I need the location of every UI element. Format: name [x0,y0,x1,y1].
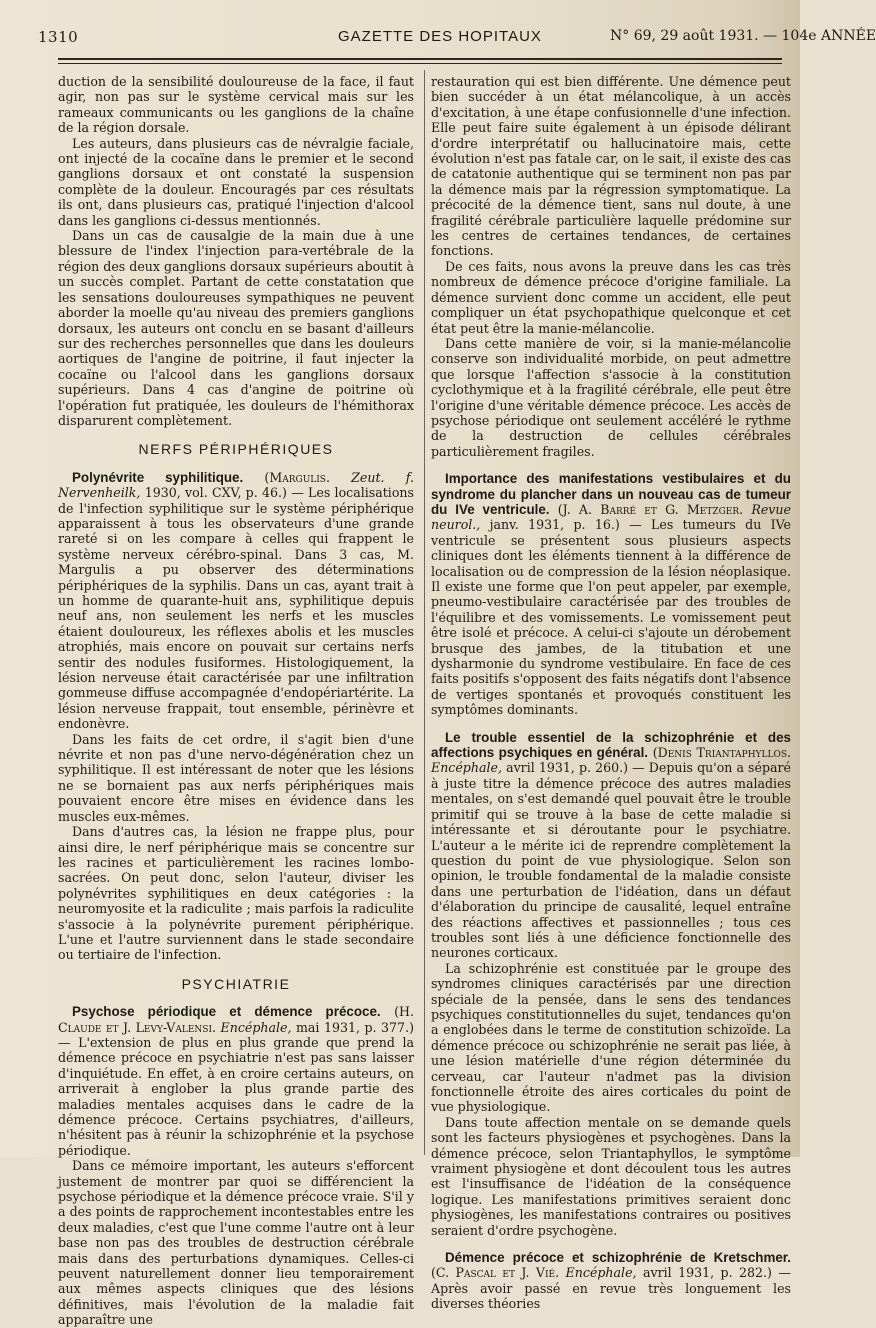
paragraph: Dans un cas de causalgie de la main due à une blessure de l'index l'injection para-vertébrale de la région des deux ganglions dorsaux supérieurs aboutit à un succès complet. Partant de cette constatation que les sensations douloureuses sympathiques ne peuvent aborder la moelle qu'au niveau des premiers ganglions dorsaux, les auteurs ont conclu en se basant d'ailleurs sur des recherches personnelles que dans les douleurs aortiques de l'angine de poitrine, il faut injecter la cocaïne ou l'alcool dans les ganglions dorsaux supérieurs. Dans 4 cas d'angine de poitrine où l'opération fut pratiquée, les douleurs de l'hémithorax disparurent complètement. [58,228,414,428]
article-title: Démence précoce et schizophrénie de Kretschmer. [445,1250,791,1266]
article-author: (H. Claude et J. Levy-Valensi. [58,1004,414,1035]
article-reference: mai 1931, p. 377.) [295,1019,414,1035]
article-reference: janv. 1931, p. 16.) [489,517,620,533]
paragraph: restauration qui est bien différente. Une démence peut bien succéder à un état mélancolique, à un accès d'excitation, à une étape confusionnelle d'une infection. Elle peut faire suite également à un épisode délirant d'ordre interprétatif ou hallucinatoire mais, cette évolution n'est pas fatale car, on le sait, il existe des cas de catatonie authentique qui se terminent non pas par la démence mais par la régression symptomatique. La précocité de la démence tient, sans nul doute, à une fragilité cérébrale particulière laquelle prédomine sur les centres de certaines tendances, de certaines fonctions. [431,74,791,259]
paragraph: La schizophrénie est constituée par le groupe des syndromes cliniques caractérisés par une direction spéciale de la pensée, dans le sens des tendances psychiques constitutionnelles du sujet, tendances qu'on a englobées dans le terme de constitution schizoïde. La démence précoce ou schizophrénie ne serait pas liée, à une lésion matérielle d'une région déterminée du cerveau, car l'auteur n'admet pas la division fonctionnelle étroite des aires corticales du point de vue physiologique. [431,960,791,1115]
page-number: 1310 [38,28,79,46]
paragraph: Les auteurs, dans plusieurs cas de névralgie faciale, ont injecté de la cocaïne dans le premier et le second ganglions dorsaux et ont constaté la suspension complète de la douleur. Encouragés par ces résultats ils ont, dans plusieurs cas, pratiqué l'injection d'alcool dans les ganglions ci-dessus mentionnés. [58,135,414,228]
paragraph: Dans les faits de cet ordre, il s'agit bien d'une névrite et non pas d'une nervo-dégénération chez un syphilitique. Il est intéressant de noter que les lésions ne se bornaient pas aux nerfs périphériques mais pouvaient encore être mises en évidence dans les muscles eux-mêmes. [58,731,414,824]
article-journal: Encéphale, [220,1019,292,1035]
page-header [38,28,876,62]
article-vestibulaires [431,471,791,718]
article-title: Le trouble essentiel de la schizophrénie et des affections psychiques en général. [431,729,791,761]
article-reference: avril 1931, p. 282.) [642,1265,772,1281]
section-heading-psychiatrie: PSYCHIATRIE [181,975,291,992]
article-text: — Depuis qu'on a séparé à juste titre la démence précoce des autres maladies mentales, on s'est demandé quel pouvait être le trouble primitif qui se trouve à la base de cette maladie si intéressante et si déroutante pour le psychiatre. L'auteur a le mérite ici de reprendre complètement la question du point de vue physiologique. Selon son opinion, le trouble fondamental de la maladie consiste dans une perturbation de l'idéation, dans un défaut d'élaboration du principe de causalité, lequel entraîne des réactions affectives et passionnelles ; tous ces troubles sont liés à une déficience fonctionnelle des neurones corticaux. [431,760,791,961]
article-journal: Encéphale, [565,1265,637,1281]
left-column [58,74,414,1328]
article-schizophrenie [431,730,791,961]
right-column [431,74,791,1312]
article-journal: Encéphale, [431,760,502,776]
header-rule-thin [58,63,782,64]
article-journal: Revue neurol., [431,501,791,533]
paragraph: Dans ce mémoire important, les auteurs s'efforcent justement de montrer par quoi se différencient la psychose périodique et la démence précoce vraie. S'il y a des points de rapprochement incontestables entre les deux maladies, c'est que l'une comme l'autre ont à leur base non pas des troubles de destruction cérébrale mais dans des perturbations dynamiques. Celles-ci peuvent naturellement donner lieu temporairement aux mêmes aspects cliniques que des lésions définitives, mais l'évolution de la maladie fait apparaître une [58,1158,414,1328]
article-reference: avril 1931, p. 260.) [506,760,629,776]
article-title: Psychose périodique et démence précoce. [72,1004,381,1020]
article-kretschmer [431,1250,791,1312]
article-author: (J. A. Barré et G. Metzger. [557,501,744,517]
section-heading-nerfs: NERFS PÉRIPHÉRIQUES [138,441,334,458]
article-author: Margulis. [269,469,330,485]
header-rule-thick [58,58,782,60]
article-reference: 1930, vol. CXV, p. 46.) [144,485,287,501]
article-text: — L'extension de plus en plus grande que prend la démence précoce en psychiatrie n'est pas sans laisser d'inquiétude. En effet, à en croire certains auteurs, on arriverait à englober la plus grande partie des maladies mentales acquises dans le cadre de la démence précoce. Certains psychiatres, d'ailleurs, n'hésitent pas à réunir la schizophrénie et la psychose périodique. [58,1034,414,1158]
paragraph: De ces faits, nous avons la preuve dans les cas très nombreux de démence précoce d'origine familiale. La démence survient donc comme un accident, elle peut compliquer un état psychopathique quelconque et cet état peut être la manie-mélancolie. [431,258,791,336]
paragraph: duction de la sensibilité douloureuse de la face, il faut agir, non pas sur le système cervical mais sur les rameaux communicants ou les ganglions de la chaîne de la région dorsale. [58,74,414,136]
article-text: — Les localisations de l'infection syphilitique sur le système périphérique apparaissent à tous les observateurs d'une grande rareté si on les compare à celles qui frappent le système nerveux cérébro-spinal. Dans 3 cas, M. Margulis a pu observer des déterminations périphériques de la syphilis. Dans un cas, ayant trait à un homme de quarante-huit ans, syphilitique depuis neuf ans, non seulement les nerfs et les muscles étaient douloureux, les réflexes abolis et les muscles atrophiés, mais encore on pouvait sur certains nerfs sentir des nodules fusiformes. Histologiquement, la lésion nerveuse était caractérisée par une infiltration gommeuse diffuse accompagnée d'endopériartérite. La lésion nerveuse frappait, tout ensemble, périnèvre et endonèvre. [58,485,414,732]
article-text: — Après avoir passé en revue très longuement les diverses théories [431,1265,791,1312]
paragraph: Dans toute affection mentale on se demande quels sont les facteurs physiogènes et psychogènes. Dans la démence précoce, selon Triantaphyllos, le symptôme vraiment physiogène et dont découlent tous les autres est l'insuffisance de l'idéation de la conséquence logique. Les manifestations primitives seraient donc physiogènes, les manifestations contraires ou positives seraient d'ordre psychogène. [431,1114,791,1238]
article-author: (Denis Triantaphyllos. [652,745,791,761]
article-title: Polynévrite syphilitique. [72,469,244,485]
article-polynevrite: Polynévrite syphilitique. (Margulis. Zeut. f. Nervenheilk, 1930, vol. CXV, p. 46.) — Les localisations de l'infection syphilitique sur le système périphérique apparaissent à tous les observateurs d'une grande rareté si on les compare à celles qui frappent le système nerveux cérébro-spinal. Dans 3 cas, M. Margulis a pu observer des déterminations périphériques de la syphilis. Dans un cas, ayant trait à un homme de quarante-huit ans, syphilitique depuis neuf ans, non seulement les nerfs et les muscles étaient douloureux, les réflexes abolis et les muscles atrophiés, mais encore on pouvait sur certains nerfs sentir des nodules fusiformes. Histologiquement, la lésion nerveuse était caractérisée par une infiltration gommeuse diffuse accompagnée d'endopériartérite. La lésion nerveuse frappait, tout ensemble, périnèvre et endonèvre. [58,469,414,732]
article-author: (C. Pascal et J. Vié. [431,1265,560,1281]
paragraph: Dans d'autres cas, la lésion ne frappe plus, pour ainsi dire, le nerf périphérique mais se concentre sur les racines et particulièrement les racines lombo-sacrées. On peut donc, selon l'auteur, diviser les polynévrites syphilitiques en deux catégories : la neuromyosite et la radiculite ; mais parfois la radiculite s'associe à la polynévrite purement périphérique. L'une et l'autre surviennent dans le stade secondaire ou tertiaire de l'infection. [58,824,414,963]
paragraph: Dans cette manière de voir, si la manie-mélancolie conserve son individualité morbide, on peut admettre que lorsque l'affection s'associe à la constitution cyclothymique et à la fragilité cérébrale, elle peut être l'origine d'une véritable démence précoce. Les accès de psychose périodique ont seulement accéléré le rythme de la destruction de cellules cérébrales particulièrement fragiles. [431,335,791,459]
article-text: — Les tumeurs du IVe ventricule se présentent sous plusieurs aspects cliniques dont les éléments tiennent à la différence de localisation ou de compression de la lésion néoplasique. Il existe une forme que l'on peut appeler, par exemple, pneumo-vestibulaire caractérisée par des troubles de l'équilibre et des vomissements. Le vomissement peut être isolé et précoce. A celui-ci s'ajoute un dérobement brusque des jambes, de la titubation et une dysharmonie du syndrome vestibulaire. En face de ces faits positifs s'opposent des faits négatifs dont l'absence de vertiges spontanés et provoqués constituent les symptômes dominants. [431,517,791,718]
journal-title: GAZETTE DES HOPITAUX [338,28,542,45]
column-separator [424,70,425,1155]
article-journal: Zeut. f. Nervenheilk, [58,469,414,501]
article-title: Importance des manifestations vestibulaires et du syndrome du plancher dans un nouveau cas de tumeur du IVe ventricule. [431,471,791,517]
article-psychose [58,1004,414,1158]
issue-info: N° 69, 29 août 1931. — 104e ANNÉE [610,28,876,44]
